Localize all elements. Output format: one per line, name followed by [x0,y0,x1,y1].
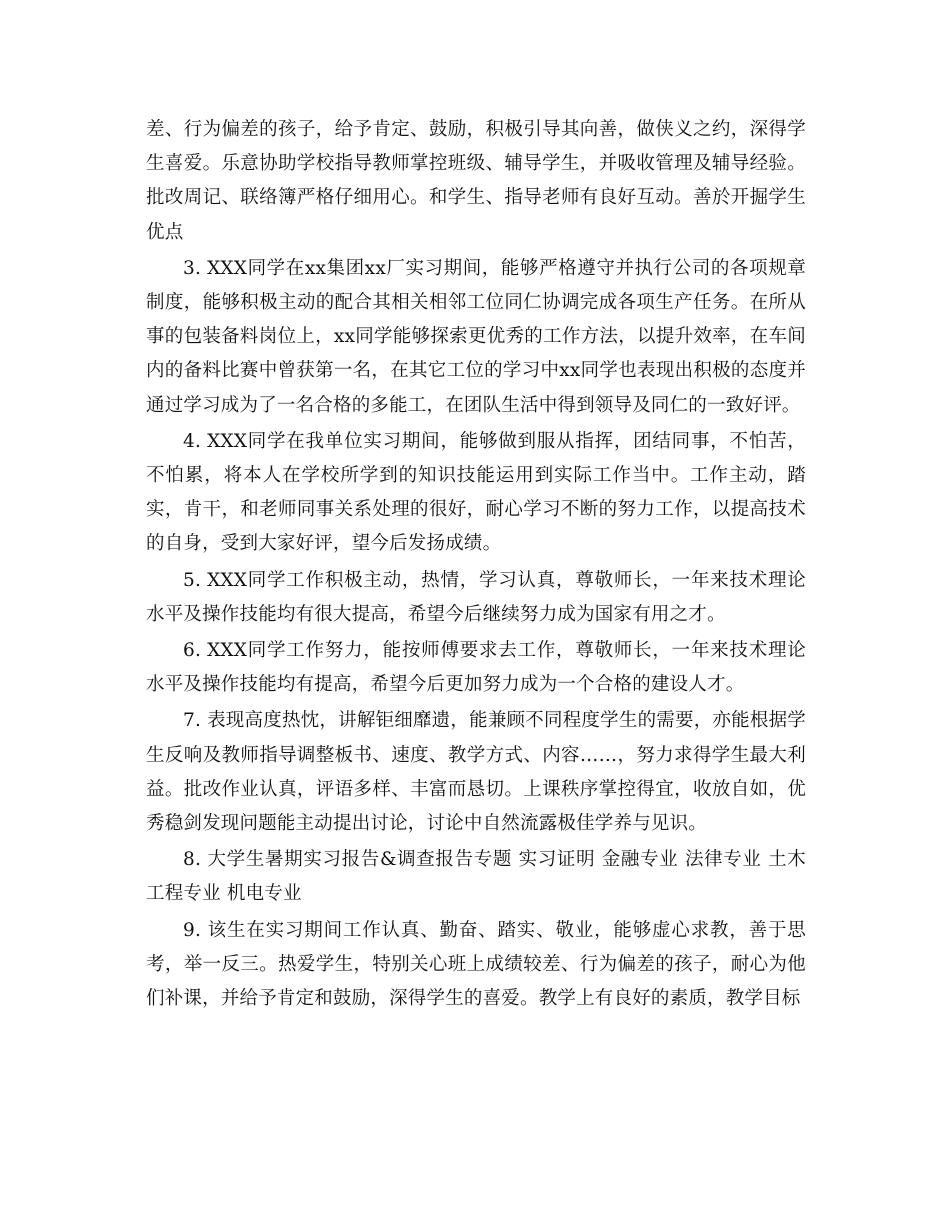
paragraph-text: 大学生暑期实习报告&调查报告专题 实习证明 金融专业 法律专业 土木工程专业 机电专业 [146,849,806,905]
paragraph-number: 9. [183,919,202,941]
paragraph-9 [146,914,806,1017]
paragraph-text: XXX同学在xx集团xx厂实习期间，能够严格遵守并执行公司的各项规章制度，能够积极主动的配合其相关相邻工位同仁协调完成各项生产任务。在所从事的包装备料岗位上，xx同学能够探索更优秀的工作方法，以提升效率，在车间内的备料比赛中曾获第一名，在其它工位的学习中xx同学也表现出积极的态度并通过学习成为了一名合格的多能工，在团队生活中得到领导及同仁的一致好评。 [146,257,806,416]
paragraph-number: 5. [183,569,202,591]
paragraph-number: 8. [183,849,202,871]
paragraph-number: 6. [183,640,202,662]
paragraph-text: XXX同学在我单位实习期间，能够做到服从指挥，团结同事，不怕苦，不怕累，将本人在学校所学到的知识技能运用到实际工作当中。工作主动，踏实，肯干，和老师同事关系处理的很好，耐心学习不断的努力工作，以提高技术的自身，受到大家好评，望今后发扬成绩。 [146,430,806,555]
paragraph-continued [146,113,806,250]
document-body [146,113,806,1018]
paragraph-3 [146,252,806,423]
paragraph-4 [146,425,806,562]
paragraph-text: 表现高度热忱，讲解钜细靡遗，能兼顾不同程度学生的需要，亦能根据学生反响及教师指导调整板书、速度、教学方式、内容……，努力求得学生最大利益。批改作业认真，评语多样、丰富而恳切。上课秩序掌控得宜，收放自如，优秀稳剑发现问题能主动提出讨论，讨论中自然流露极佳学养与见识。 [146,710,806,835]
paragraph-7 [146,704,806,841]
paragraph-number: 3. [183,257,202,279]
paragraph-number: 4. [183,430,202,452]
paragraph-8 [146,843,806,911]
paragraph-5 [146,564,806,632]
paragraph-text: XXX同学工作努力，能按师傅要求去工作，尊敬师长，一年来技术理论水平及操作技能均有提高，希望今后更加努力成为一个合格的建设人才。 [146,640,806,696]
paragraph-text: 该生在实习期间工作认真、勤奋、踏实、敬业，能够虚心求教，善于思考，举一反三。热爱学生，特别关心班上成绩较差、行为偏差的孩子，耐心为他们补课，并给予肯定和鼓励，深得学生的喜爱。教学上有良好的素质，教学目标 [146,919,806,1010]
paragraph-text: 差、行为偏差的孩子，给予肯定、鼓励，积极引导其向善，做侠义之约，深得学生喜爱。乐意协助学校指导教师掌控班级、辅导学生，并吸收管理及辅导经验。批改周记、联络簿严格仔细用心。和学生、指导老师有良好互动。善於开掘学生优点 [146,119,806,243]
paragraph-6 [146,634,806,702]
paragraph-text: XXX同学工作积极主动，热情，学习认真，尊敬师长，一年来技术理论水平及操作技能均有很大提高，希望今后继续努力成为国家有用之才。 [146,569,806,625]
paragraph-number: 7. [183,710,202,732]
